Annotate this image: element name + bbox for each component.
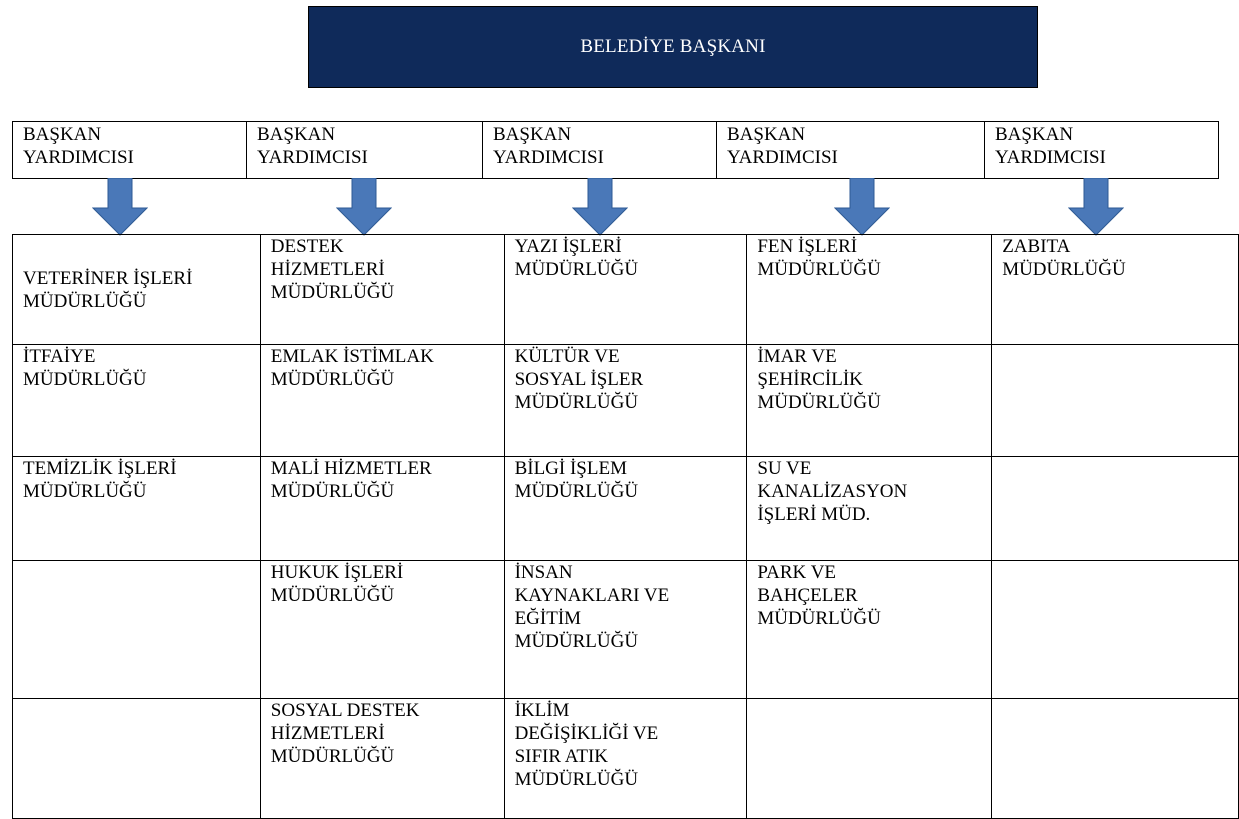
table-row bbox=[13, 561, 1239, 699]
directorate-cell: BİLGİ İŞLEM MÜDÜRLÜĞÜ bbox=[504, 457, 747, 561]
directorate-cell: MALİ HİZMETLER MÜDÜRLÜĞÜ bbox=[260, 457, 504, 561]
down-arrow-icon bbox=[1068, 178, 1124, 236]
directorate-cell: FEN İŞLERİ MÜDÜRLÜĞÜ bbox=[747, 235, 992, 345]
deputy-5: BAŞKAN YARDIMCISI bbox=[995, 124, 1106, 168]
directorate-cell: İKLİM DEĞİŞİKLİĞİ VE SIFIR ATIK MÜDÜRLÜĞÜ bbox=[504, 699, 747, 819]
directorate-cell: KÜLTÜR VE SOSYAL İŞLER MÜDÜRLÜĞÜ bbox=[504, 345, 747, 457]
directorate-cell: DESTEK HİZMETLERİ MÜDÜRLÜĞÜ bbox=[260, 235, 504, 345]
directorate-cell bbox=[992, 345, 1239, 457]
directorate-cell bbox=[747, 699, 992, 819]
down-arrow-icon bbox=[834, 178, 890, 236]
deputy-2: BAŞKAN YARDIMCISI bbox=[247, 122, 483, 178]
directorate-cell bbox=[992, 699, 1239, 819]
down-arrow-icon bbox=[336, 178, 392, 236]
directorate-cell: SU VE KANALİZASYON İŞLERİ MÜD. bbox=[747, 457, 992, 561]
directorate-cell bbox=[13, 699, 261, 819]
directorate-cell: YAZI İŞLERİ MÜDÜRLÜĞÜ bbox=[504, 235, 747, 345]
directorate-cell: İNSAN KAYNAKLARI VE EĞİTİM MÜDÜRLÜĞÜ bbox=[504, 561, 747, 699]
directorate-cell: EMLAK İSTİMLAK MÜDÜRLÜĞÜ bbox=[260, 345, 504, 457]
mayor-title: BELEDİYE BAŞKANI bbox=[580, 36, 766, 57]
directorate-cell: VETERİNER İŞLERİ MÜDÜRLÜĞÜ bbox=[13, 235, 261, 345]
directorate-cell bbox=[13, 561, 261, 699]
mayor-box bbox=[308, 6, 1038, 88]
down-arrow-icon bbox=[572, 178, 628, 236]
directorate-cell bbox=[992, 561, 1239, 699]
directorate-cell bbox=[992, 457, 1239, 561]
table-row bbox=[13, 235, 1239, 345]
directorates-table bbox=[12, 234, 1239, 819]
arrow-row bbox=[0, 178, 1239, 236]
table-row bbox=[13, 457, 1239, 561]
deputy-3: BAŞKAN YARDIMCISI bbox=[483, 122, 717, 178]
deputy-1: BAŞKAN YARDIMCISI bbox=[13, 122, 247, 178]
directorate-cell: PARK VE BAHÇELER MÜDÜRLÜĞÜ bbox=[747, 561, 992, 699]
directorate-cell: İTFAİYE MÜDÜRLÜĞÜ bbox=[13, 345, 261, 457]
directorate-cell: TEMİZLİK İŞLERİ MÜDÜRLÜĞÜ bbox=[13, 457, 261, 561]
deputy-4: BAŞKAN YARDIMCISI bbox=[717, 122, 985, 178]
table-row bbox=[13, 699, 1239, 819]
directorate-cell: ZABITA MÜDÜRLÜĞÜ bbox=[992, 235, 1239, 345]
deputy-row bbox=[12, 121, 1219, 179]
directorate-cell: HUKUK İŞLERİ MÜDÜRLÜĞÜ bbox=[260, 561, 504, 699]
directorate-cell: SOSYAL DESTEK HİZMETLERİ MÜDÜRLÜĞÜ bbox=[260, 699, 504, 819]
down-arrow-icon bbox=[92, 178, 148, 236]
table-row bbox=[13, 345, 1239, 457]
directorate-cell: İMAR VE ŞEHİRCİLİK MÜDÜRLÜĞÜ bbox=[747, 345, 992, 457]
